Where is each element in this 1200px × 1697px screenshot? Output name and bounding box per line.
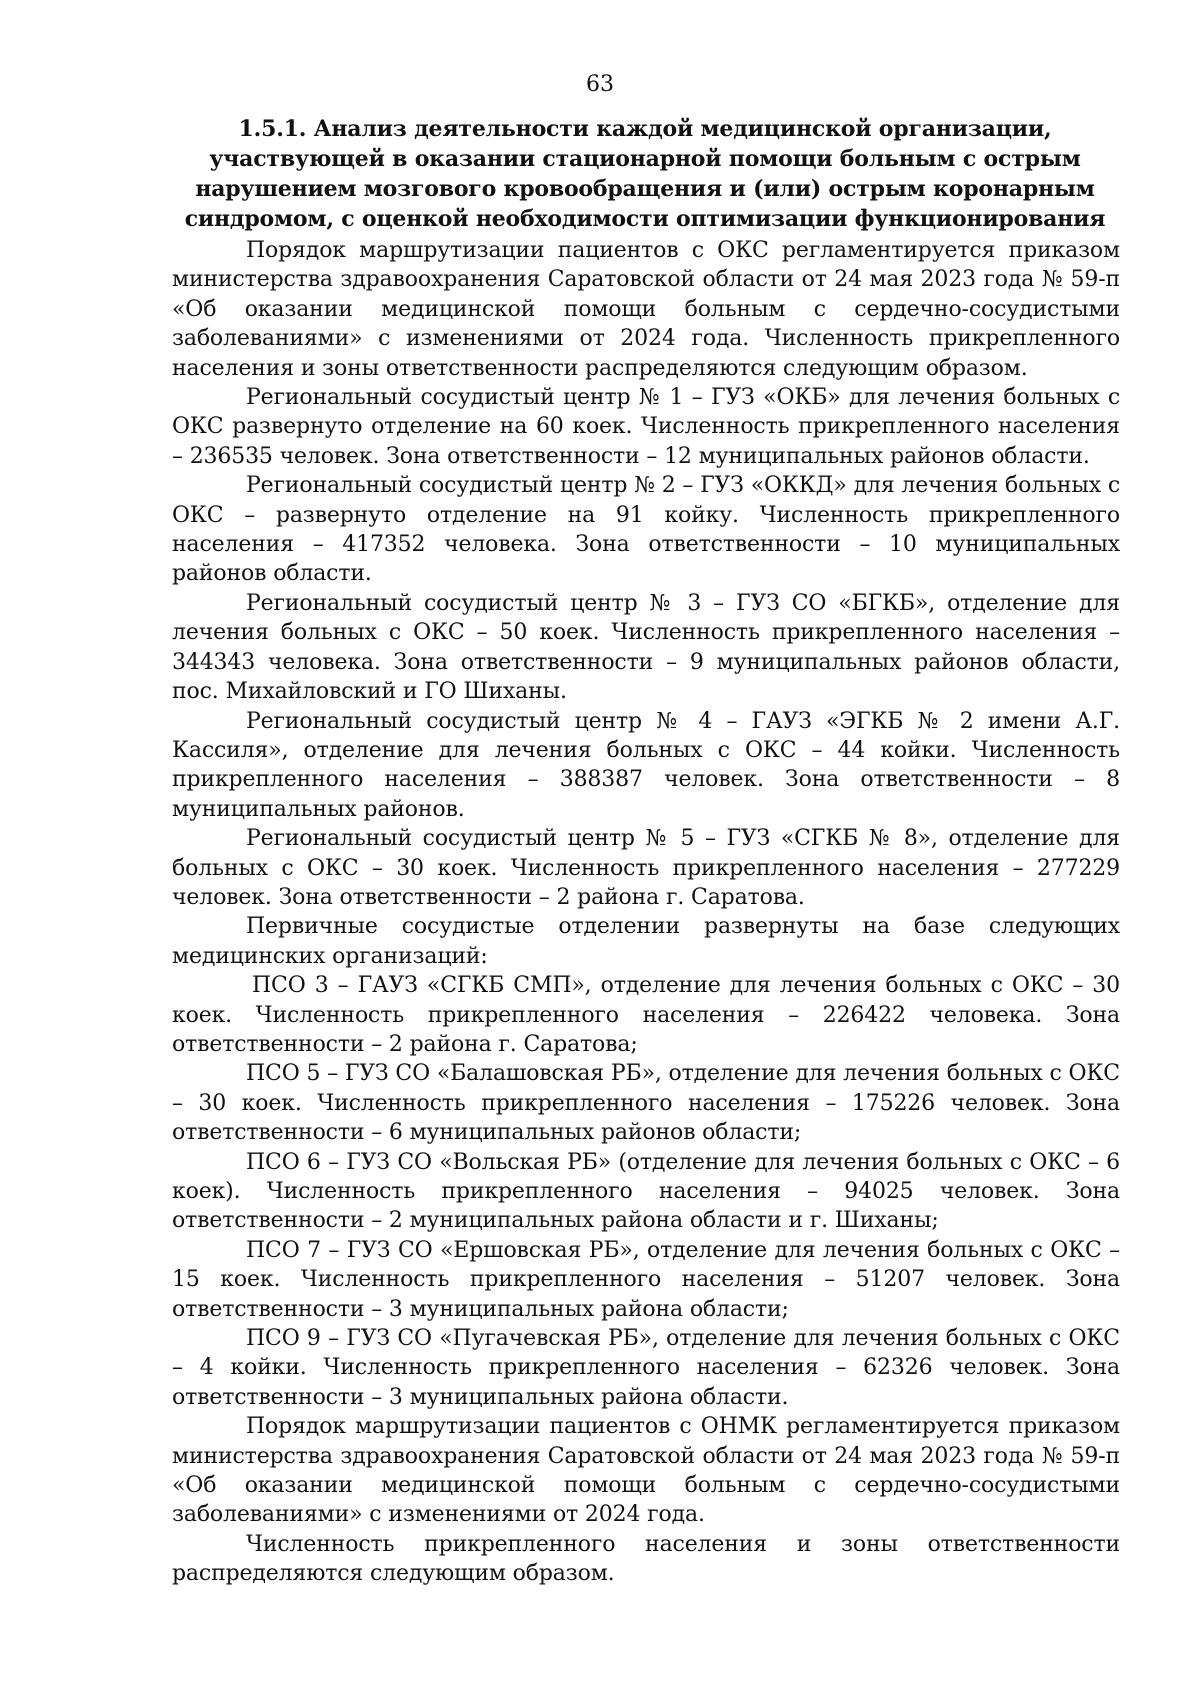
- paragraph-rsc-4: Региональный сосудистый центр № 4 – ГАУЗ «ЭГКБ № 2 имени А.Г. Кассиля», отделение для лечения больных с ОКС – 44 койки. Численность прикрепленного населения – 388387 человек. Зона ответственности – 8 муниципальных районов.: [172, 708, 1120, 822]
- paragraph-oks-routing: Порядок маршрутизации пациентов с ОКС регламентируется приказом министерства здравоохранения Саратовской области от 24 мая 2023 года № 59-п «Об оказании медицинской помощи больным с сердечно-сосудистыми заболеваниями» с изменениями от 2024 года. Численность прикрепленного населения и зоны ответственности распределяются следующим образом.: [172, 238, 1120, 381]
- paragraph-onmk-routing: Порядок маршрутизации пациентов с ОНМК регламентируется приказом министерства здравоохранения Саратовской области от 24 мая 2023 года № 59-п «Об оказании медицинской помощи больным с сердечно-сосудистыми заболеваниями» с изменениями от 2024 года.: [172, 1414, 1120, 1528]
- section-heading: 1.5.1. Анализ деятельности каждой медицинской организации, участвующей в оказании стационарной помощи больным с острым нарушением мозгового кровообращения и (или) острым коронарным синдромом, с оценкой необходимости оптимизации функционирования: [184, 116, 1106, 232]
- paragraph-pso-intro: Первичные сосудистые отделении развернуты на базе следующих медицинских организаций:: [172, 914, 1120, 969]
- paragraph-pso-3: ПСО 3 – ГАУЗ «СГКБ СМП», отделение для лечения больных с ОКС – 30 коек. Численность прикрепленного населения – 226422 человека. Зона ответственности – 2 района г. Саратова;: [172, 973, 1120, 1057]
- paragraph-distribution: Численность прикрепленного населения и зоны ответственности распределяются следующим образом.: [172, 1531, 1120, 1587]
- paragraph-rsc-1: Региональный сосудистый центр № 1 – ГУЗ «ОКБ» для лечения больных с ОКС развернуто отделение на 60 коек. Численность прикрепленного населения – 236535 человек. Зона ответственности – 12 муниципальных районов области.: [172, 385, 1120, 469]
- paragraph-pso-9: ПСО 9 – ГУЗ СО «Пугачевская РБ», отделение для лечения больных с ОКС – 4 койки. Численность прикрепленного населения – 62326 человек. Зона ответственности – 3 муниципальных района области.: [172, 1326, 1120, 1410]
- paragraph-pso-5: ПСО 5 – ГУЗ СО «Балашовская РБ», отделение для лечения больных с ОКС – 30 коек. Численность прикрепленного населения – 175226 человек. Зона ответственности – 6 муниципальных районов области;: [172, 1061, 1120, 1146]
- paragraph-rsc-3: Региональный сосудистый центр № 3 – ГУЗ СО «БГКБ», отделение для лечения больных с ОКС – 50 коек. Численность прикрепленного населения – 344343 человека. Зона ответственности – 9 муниципальных районов области, пос. Михайловский и ГО Шиханы.: [172, 590, 1120, 705]
- paragraph-rsc-5: Региональный сосудистый центр № 5 – ГУЗ «СГКБ № 8», отделение для больных с ОКС – 30 коек. Численность прикрепленного населения – 277229 человек. Зона ответственности – 2 района г. Саратова.: [172, 826, 1120, 910]
- paragraph-pso-7: ПСО 7 – ГУЗ СО «Ершовская РБ», отделение для лечения больных с ОКС – 15 коек. Численность прикрепленного населения – 51207 человек. Зона ответственности – 3 муниципальных района области;: [172, 1237, 1120, 1322]
- paragraph-pso-6: ПСО 6 – ГУЗ СО «Вольская РБ» (отделение для лечения больных с ОКС – 6 коек). Численность прикрепленного населения – 94025 человек. Зона ответственности – 2 муниципальных района области и г. Шиханы;: [172, 1149, 1120, 1234]
- paragraph-rsc-2: Региональный сосудистый центр № 2 – ГУЗ «ОККД» для лечения больных с ОКС – развернуто отделение на 91 койку. Численность прикрепленного населения – 417352 человека. Зона ответственности – 10 муниципальных районов области.: [172, 473, 1120, 587]
- body-text: [172, 236, 1120, 1589]
- page-number: 63: [586, 72, 614, 97]
